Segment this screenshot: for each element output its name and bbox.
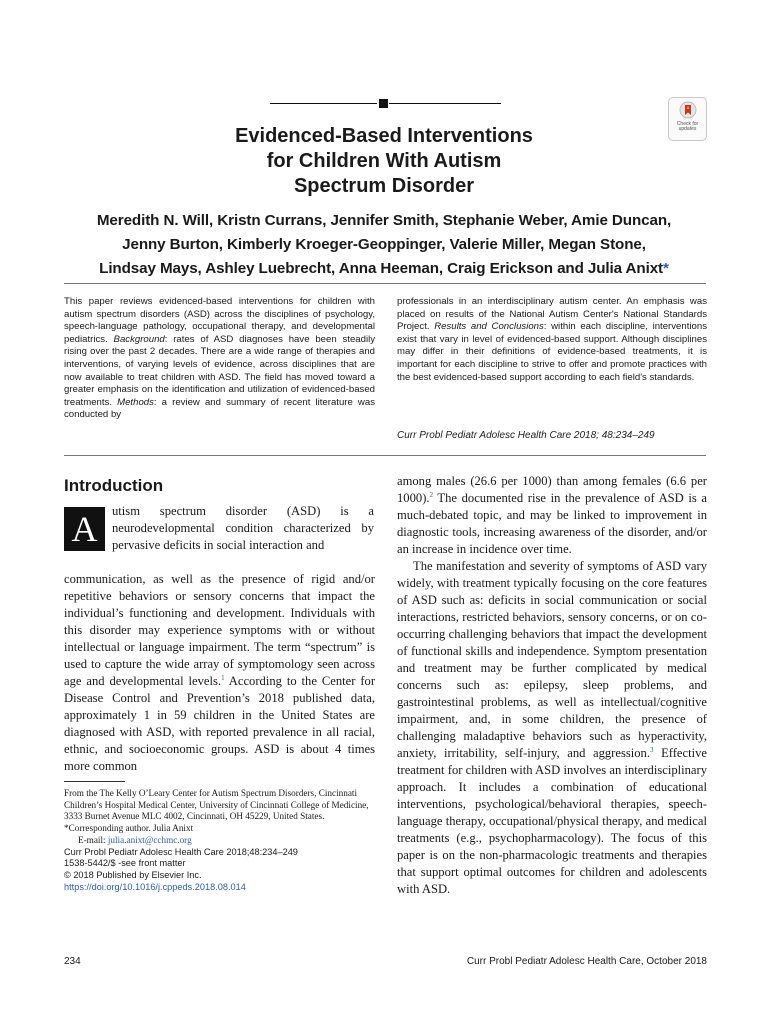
footnote-block bbox=[64, 788, 375, 893]
abstract-label-results: Results and Conclusions bbox=[434, 321, 544, 333]
abstract-text: : a review and summary of recent literature was conducted by bbox=[64, 396, 375, 421]
abstract-text: This paper reviews evidenced-based interventions for children with autism spectrum disorders (ASD) across the disciplines of psychology, speech-language pathology, occupational therapy, and developmental pediatrics. bbox=[64, 296, 375, 345]
author-line: Lindsay Mays, Ashley Luebrecht, Anna Heeman, Craig Erickson and Julia Anixt bbox=[99, 260, 664, 277]
corresponding-author-link[interactable]: * bbox=[663, 260, 669, 277]
body-text: The documented rise in the prevalence of ASD is a much-debated topic, and may be linked to improvement in diagnostic tools, increasing awareness of the disorder, and/or an increase in incidence over time. bbox=[397, 491, 707, 556]
copyright: © 2018 Published by Elsevier Inc. bbox=[64, 869, 202, 880]
issn: 1538-5442/$ -see front matter bbox=[64, 858, 186, 869]
header-rule-right bbox=[389, 103, 501, 104]
section-heading: Introduction bbox=[64, 476, 164, 495]
abstract-text: professionals in an interdisciplinary autism center. An emphasis was placed on results of the National Autism Center's National Standards Project. bbox=[397, 296, 707, 333]
header-rule-left bbox=[270, 103, 377, 104]
abstract-left bbox=[64, 296, 375, 422]
body-text: among males (26.6 per 1000) than among females (6.6 per 1000). bbox=[397, 474, 707, 505]
author-line-last bbox=[60, 257, 708, 281]
abstract-right bbox=[397, 296, 707, 384]
email-link[interactable]: julia.anixt@cchmc.org bbox=[107, 834, 192, 845]
page-number: 234 bbox=[64, 956, 81, 967]
abstract-label-methods: Methods bbox=[117, 396, 154, 408]
title-line: for Children With Autism bbox=[266, 150, 502, 172]
body-text: According to the Center for Disease Control and Prevention’s 2018 published data, approximately 1 in 59 children in the United States are diagnosed with ASD, with reported prevalence in all racial, ethnic, and socioeconomic groups. ASD is about 4 times more common bbox=[64, 674, 376, 773]
body-paragraph bbox=[397, 473, 707, 558]
email-line bbox=[64, 835, 375, 847]
title-line: Spectrum Disorder bbox=[293, 175, 475, 197]
badge-label: Check for updates bbox=[676, 121, 699, 132]
reference-link[interactable]: 2 bbox=[429, 490, 434, 499]
email-label: E-mail: bbox=[78, 834, 108, 845]
abstract-label-background: Background bbox=[113, 333, 165, 345]
intro-paragraph-start: utism spectrum disorder (ASD) is a neurodevelopmental condition characterized by pervasive deficits in social interaction and bbox=[112, 504, 374, 552]
check-for-updates-badge[interactable] bbox=[668, 97, 707, 141]
right-column bbox=[397, 473, 707, 898]
author-line: Jenny Burton, Kimberly Kroeger-Geoppinger, Valerie Miller, Megan Stone, bbox=[122, 236, 646, 253]
body-paragraph bbox=[397, 558, 707, 898]
author-list bbox=[60, 209, 708, 281]
doi-link[interactable]: https://doi.org/10.1016/j.cppeds.2018.08.014 bbox=[64, 881, 246, 892]
abstract-bottom-rule bbox=[64, 455, 706, 456]
author-line: Meredith N. Will, Kristn Currans, Jennifer Smith, Stephanie Weber, Amie Duncan, bbox=[96, 212, 672, 229]
abstract-top-rule bbox=[64, 283, 706, 284]
intro-paragraph-continued bbox=[64, 571, 375, 775]
article-title bbox=[120, 124, 648, 199]
corresponding-author: *Corresponding author. Julia Anixt bbox=[64, 823, 194, 834]
title-line: Evidenced-Based Interventions bbox=[235, 125, 533, 147]
reference-link[interactable]: 1 bbox=[221, 673, 225, 682]
bookmark-icon bbox=[679, 101, 697, 121]
body-text: The manifestation and severity of symptoms of ASD vary widely, with treatment typically focusing on the core features of ASD such as: deficits in social communication or social interactions, restricted behaviors, sensory concerns, or on co-occurring challenging behaviors that impact the development of functional skills and independence. Symptom presentation and treatment may be further complicated by medical concerns such as: epilepsy, sleep problems, and gastrointestinal problems, as well as intellectual/cognitive impairment, and, in some children, the presence of challenging maladaptive behaviors such as hyperactivity, anxiety, irritability, self-injury, and aggression. bbox=[397, 559, 707, 760]
journal-info: Curr Probl Pediatr Adolesc Health Care 2018;48:234–249 bbox=[64, 846, 298, 857]
reference-link[interactable]: 3 bbox=[650, 745, 654, 754]
abstract-text: : within each discipline, interventions exist that vary in level of evidenced-based support. Although disciplines may differ in their definitions of evidence-based treatments, it is important for each discipline to strive to offer and promote practices with the best evidenced-based support according to each field's standards. bbox=[397, 321, 707, 383]
body-text: Effective treatment for children with ASD involves an interdisciplinary approach. It includes a combination of educational interventions, psychological/behavioral therapies, speech-language therapy, occupational/physical therapy, and medical treatments (e.g., psychopharmacology). The focus of this paper is on the non-pharmacologic treatments and therapies that support optimal outcomes for children and adolescents with ASD. bbox=[397, 746, 707, 896]
drop-cap: A bbox=[64, 507, 105, 551]
footnote-rule bbox=[64, 781, 125, 782]
running-footer: Curr Probl Pediatr Adolesc Health Care, October 2018 bbox=[466, 956, 707, 967]
abstract-text: : rates of ASD diagnoses have been steadily rising over the past 2 decades. There are a wide range of therapies and interventions, of varying levels of evidence, across disciplines that are now available to treat children with ASD. The field has moved toward a greater emphasis on the identification and utilization of evidenced-based treatments. bbox=[64, 333, 376, 408]
abstract-citation: Curr Probl Pediatr Adolesc Health Care 2018; 48:234–249 bbox=[397, 430, 655, 441]
body-text: communication, as well as the presence of rigid and/or repetitive behaviors or sensory concerns that impact the individual’s functioning and development. Individuals with this disorder may experience symptoms with or without intellectual or language impairment. The term “spectrum” is used to capture the wide array of symptomology seen across age and developmental levels. bbox=[64, 572, 375, 688]
header-ornament bbox=[379, 99, 388, 108]
affiliation: From the The Kelly O’Leary Center for Autism Spectrum Disorders, Cincinnati Children’s Hospital Medical Center, University of Cincinnati College of Medicine, 3333 Burnet Avenue MLC 4002, Cincinnati, OH 45229, United States. bbox=[64, 788, 369, 822]
